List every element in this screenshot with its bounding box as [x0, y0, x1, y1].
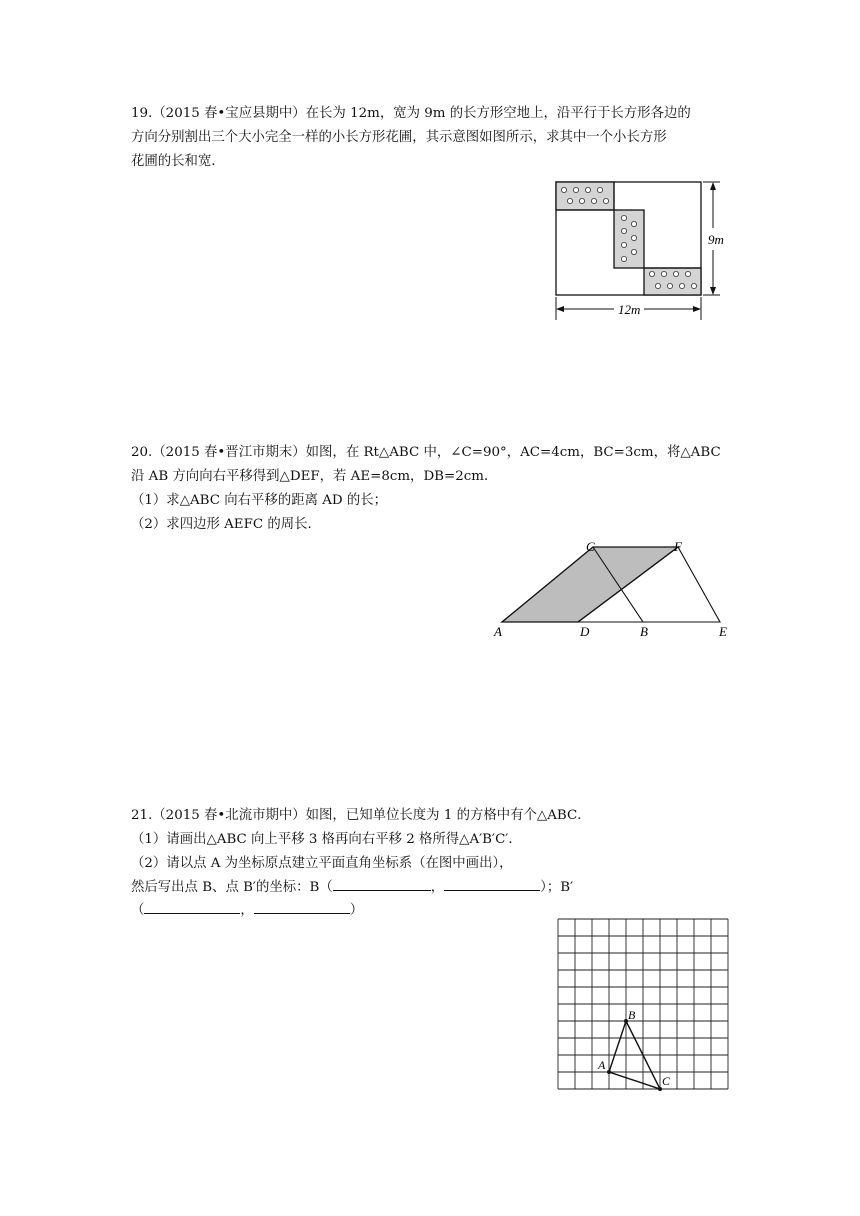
q21-line-5	[131, 899, 363, 922]
comma: ，	[240, 903, 254, 918]
q19-line-3: 花圃的长和宽．	[131, 154, 225, 169]
q21-line-2: （1）请画出△ABC 向上平移 3 格再向右平移 2 格所得△A′B′C′．	[131, 832, 522, 847]
q20-label-C: C	[586, 539, 595, 554]
q19-width-label: 12m	[618, 302, 641, 317]
q21-close-paren: ）	[349, 903, 364, 918]
q20-line-2: 沿 AB 方向向右平移得到△DEF，若 AE=8cm，DB=2cm．	[131, 469, 498, 484]
answer-blank-b-prime-x[interactable]	[144, 899, 240, 914]
q21-grid-figure	[558, 919, 733, 1094]
answer-blank-b-y[interactable]	[444, 876, 540, 891]
answer-blank-b-x[interactable]	[333, 876, 431, 891]
q19-flowerbed-1	[556, 182, 614, 210]
q20-label-D: D	[580, 624, 590, 639]
q21-label-C: C	[662, 1074, 671, 1088]
q19-figure	[548, 176, 748, 326]
comma: ，	[430, 880, 445, 895]
q21-answer-prefix: 然后写出点 B、点 B′的坐标：B（	[131, 880, 333, 895]
q21-line-1: 21.（2015 春•北流市期中）如图，已知单位长度为 1 的方格中有个△ABC．	[131, 808, 591, 823]
q21-label-A: A	[598, 1058, 606, 1072]
q21-label-B: B	[628, 1008, 636, 1022]
q21-open-paren: （	[131, 903, 145, 918]
q19-height-label: 9m	[708, 232, 724, 247]
q20-line-3: （1）求△ABC 向右平移的距离 AD 的长；	[131, 493, 388, 508]
q21-line-3: （2）请以点 A 为坐标原点建立平面直角坐标系（在图中画出），	[131, 856, 513, 871]
answer-blank-b-prime-y[interactable]	[254, 899, 350, 914]
q19-line-1: 19.（2015 春•宝应县期中）在长为 12m，宽为 9m 的长方形空地上，沿平行于长方形各边的	[131, 106, 691, 121]
q21-close-semicolon: ）；B′	[540, 880, 574, 895]
q19-line-2: 方向分别割出三个大小完全一样的小长方形花圃，其示意图如图所示，求其中一个小长方形	[131, 130, 667, 145]
q20-label-F: F	[674, 539, 682, 554]
q21-line-4	[131, 876, 573, 899]
q19-flowerbed-2	[614, 210, 644, 268]
q20-line-4: （2）求四边形 AEFC 的周长．	[131, 517, 321, 532]
q20-label-E: E	[719, 624, 727, 639]
q20-label-B: B	[640, 624, 648, 639]
q20-label-A: A	[494, 624, 502, 639]
grid-lines	[558, 919, 728, 1089]
q20-figure	[490, 536, 740, 646]
q20-line-1: 20.（2015 春•晋江市期末）如图，在 Rt△ABC 中，∠C=90°，AC=4cm，BC=3cm，将△ABC	[131, 445, 721, 460]
